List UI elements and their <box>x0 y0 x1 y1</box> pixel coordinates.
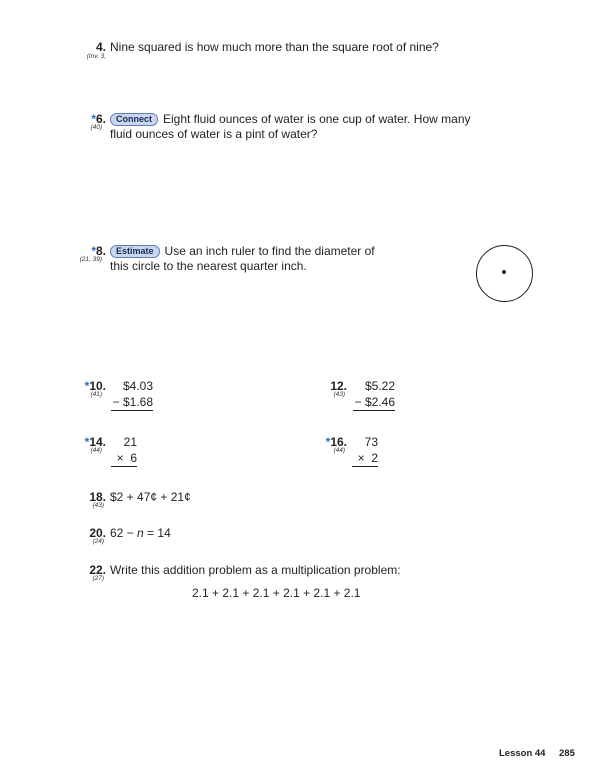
problem-number: 12. <box>330 379 347 393</box>
vertical-multiplication <box>352 434 378 467</box>
lesson-reference: (43) <box>333 391 345 398</box>
minuend: $4.03 <box>122 379 153 393</box>
multiplier: × 2 <box>352 450 378 467</box>
lesson-reference: (24) <box>92 538 104 545</box>
connect-badge: Connect <box>110 113 158 126</box>
problem-number: *16. <box>325 435 347 449</box>
star-icon: * <box>84 379 90 393</box>
vertical-multiplication <box>111 434 137 467</box>
problem-number: *10. <box>84 379 106 393</box>
problem-text: 62 − n = 14 <box>110 526 171 540</box>
lesson-reference: (Inv. 3, <box>86 53 106 60</box>
vertical-subtraction <box>111 378 153 411</box>
multiplicand: 73 <box>364 435 378 449</box>
star-icon: * <box>325 435 331 449</box>
subtrahend: − $2.46 <box>354 395 395 409</box>
multiplier: × 6 <box>111 450 137 467</box>
circle-center-dot <box>502 270 506 274</box>
lesson-reference: (40) <box>90 124 102 131</box>
multiplicand: 21 <box>123 435 137 449</box>
lesson-reference: (44) <box>333 447 345 454</box>
lesson-label: Lesson 44 <box>499 748 546 759</box>
addition-expression: 2.1 + 2.1 + 2.1 + 2.1 + 2.1 + 2.1 <box>192 586 361 600</box>
problem-number: *8. <box>91 244 106 258</box>
star-icon: * <box>91 112 96 126</box>
problem-number: 18. <box>89 490 106 504</box>
problem-number: *6. <box>91 112 106 126</box>
lesson-reference: (27) <box>92 575 104 582</box>
problem-text: Connect Eight fluid ounces of water is one cup of water. How many fluid ounces of water is a pint of water? <box>110 112 471 141</box>
lesson-reference: (43) <box>92 502 104 509</box>
star-icon: * <box>91 244 96 258</box>
lesson-reference: (21, 39) <box>79 256 102 263</box>
minuend: $5.22 <box>364 379 395 393</box>
subtrahend: − $1.68 <box>112 395 153 409</box>
problem-text: $2 + 47¢ + 21¢ <box>110 490 191 504</box>
page-number: 285 <box>559 748 575 759</box>
estimate-badge: Estimate <box>110 245 160 258</box>
lesson-reference: (44) <box>90 447 102 454</box>
vertical-subtraction <box>353 378 395 411</box>
problem-text: Write this addition problem as a multiplication problem: <box>110 563 401 577</box>
problem-number: 20. <box>89 526 106 540</box>
problem-text: Estimate Use an inch ruler to find the diameter of this circle to the nearest quarter inch. <box>110 244 375 273</box>
problem-number: 22. <box>89 563 106 577</box>
variable-n: n <box>137 526 144 540</box>
star-icon: * <box>84 435 90 449</box>
problem-number: *14. <box>84 435 106 449</box>
problem-text: Nine squared is how much more than the square root of nine? <box>110 40 439 54</box>
problem-number: 4. <box>95 40 106 54</box>
lesson-reference: (41) <box>90 391 102 398</box>
